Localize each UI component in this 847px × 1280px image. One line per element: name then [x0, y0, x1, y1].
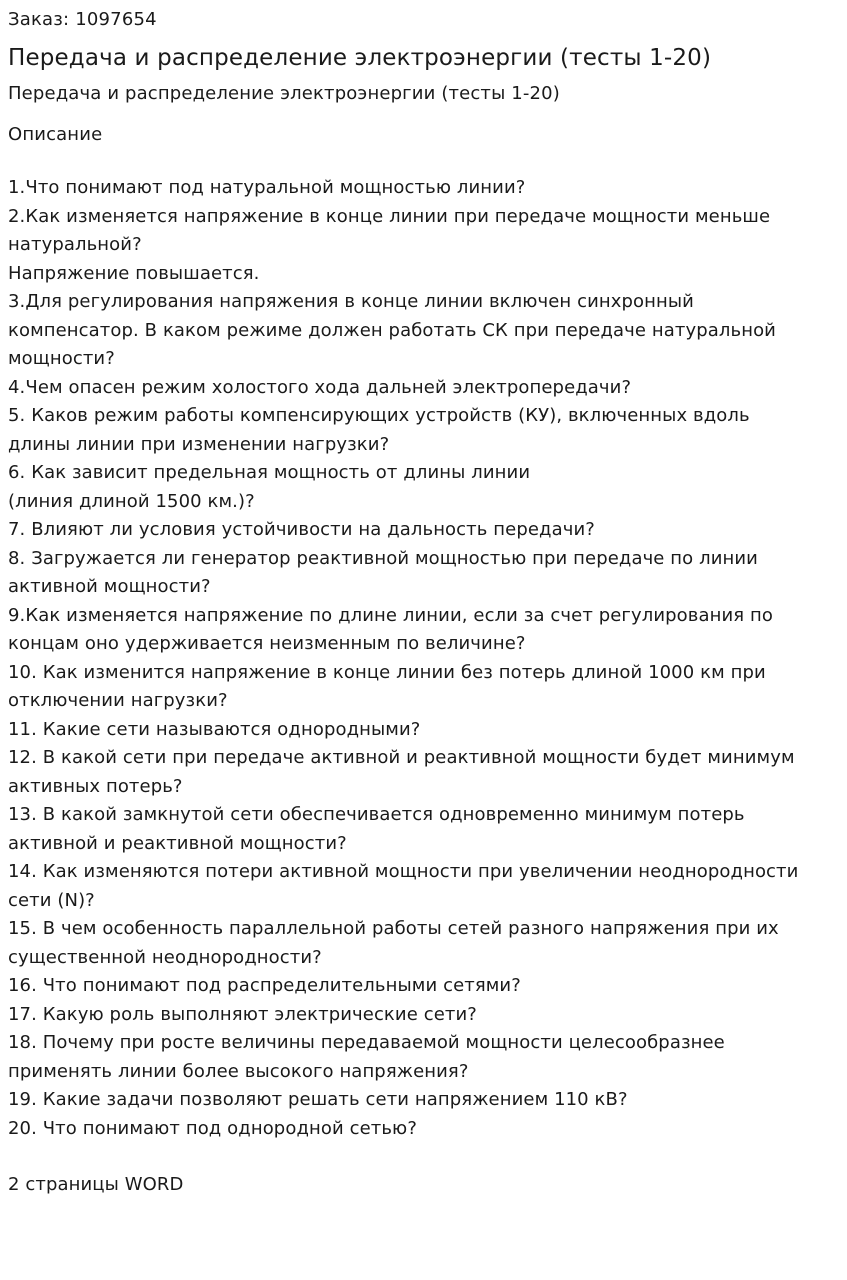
text-line: активной мощности?	[8, 576, 211, 597]
text-line: 2.Как изменяется напряжение в конце линии при передаче мощности меньше	[8, 205, 771, 227]
text-line: 5. Каков режим работы компенсирующих устройств (КУ), включенных вдоль	[8, 405, 750, 426]
text-line: 17. Какую роль выполняют электрические сети?	[8, 1003, 477, 1025]
text-line: 8. Загружается ли генератор реактивной мощностью при передаче по линии	[8, 547, 758, 569]
text-line: 14. Как изменяются потери активной мощности при увеличении неоднородности	[8, 861, 799, 882]
text-line: концам оно удерживается неизменным по величине?	[8, 633, 526, 654]
text-line: 18. Почему при росте величины передаваемой мощности целесообразнее	[8, 1032, 725, 1053]
text-line: натуральной?	[8, 234, 142, 255]
text-line: 3.Для регулирования напряжения в конце линии включен синхронный	[8, 291, 694, 312]
text-line: Напряжение повышается.	[8, 262, 260, 284]
text-line: компенсатор. В каком режиме должен работать СК при передаче натуральной	[8, 319, 776, 341]
text-line: 16. Что понимают под распределительными сетями?	[8, 975, 521, 996]
text-line: применять линии более высокого напряжения?	[8, 1060, 469, 1082]
text-line: 11. Какие сети называются однородными?	[8, 718, 421, 740]
text-line: 7. Влияют ли условия устойчивости на дальность передачи?	[8, 519, 595, 540]
text-line: 4.Чем опасен режим холостого хода дальней электропередачи?	[8, 376, 632, 398]
order-number: Заказ: 1097654	[8, 9, 157, 30]
description-body	[8, 174, 839, 1143]
text-line: 15. В чем особенность параллельной работы сетей разного напряжения при их	[8, 918, 779, 939]
text-line: 10. Как изменится напряжение в конце линии без потерь длиной 1000 км при	[8, 661, 766, 683]
text-line: 19. Какие задачи позволяют решать сети напряжением 110 кВ?	[8, 1089, 628, 1110]
text-line: отключении нагрузки?	[8, 690, 228, 711]
text-line: активных потерь?	[8, 775, 183, 797]
text-line: (линия длиной 1500 км.)?	[8, 490, 255, 512]
page-count-note: 2 страницы WORD	[8, 1174, 184, 1195]
text-line: существенной неоднородности?	[8, 946, 322, 968]
page-title: Передача и распределение электроэнергии (тесты 1-20)	[8, 45, 712, 71]
text-line: 1.Что понимают под натуральной мощностью линии?	[8, 177, 526, 198]
text-line: сети (N)?	[8, 889, 95, 911]
text-line: 20. Что понимают под однородной сетью?	[8, 1117, 417, 1139]
text-line: 9.Как изменяется напряжение по длине линии, если за счет регулирования по	[8, 604, 774, 626]
text-line: мощности?	[8, 348, 115, 369]
text-line: 6. Как зависит предельная мощность от длины линии	[8, 462, 531, 483]
page-subtitle: Передача и распределение электроэнергии (тесты 1-20)	[8, 83, 560, 104]
text-line: 12. В какой сети при передаче активной и реактивной мощности будет минимум	[8, 747, 795, 768]
text-line: длины линии при изменении нагрузки?	[8, 433, 390, 455]
text-line: активной и реактивной мощности?	[8, 832, 347, 854]
description-label: Описание	[8, 124, 103, 145]
text-line: 13. В какой замкнутой сети обеспечивается одновременно минимум потерь	[8, 804, 745, 825]
